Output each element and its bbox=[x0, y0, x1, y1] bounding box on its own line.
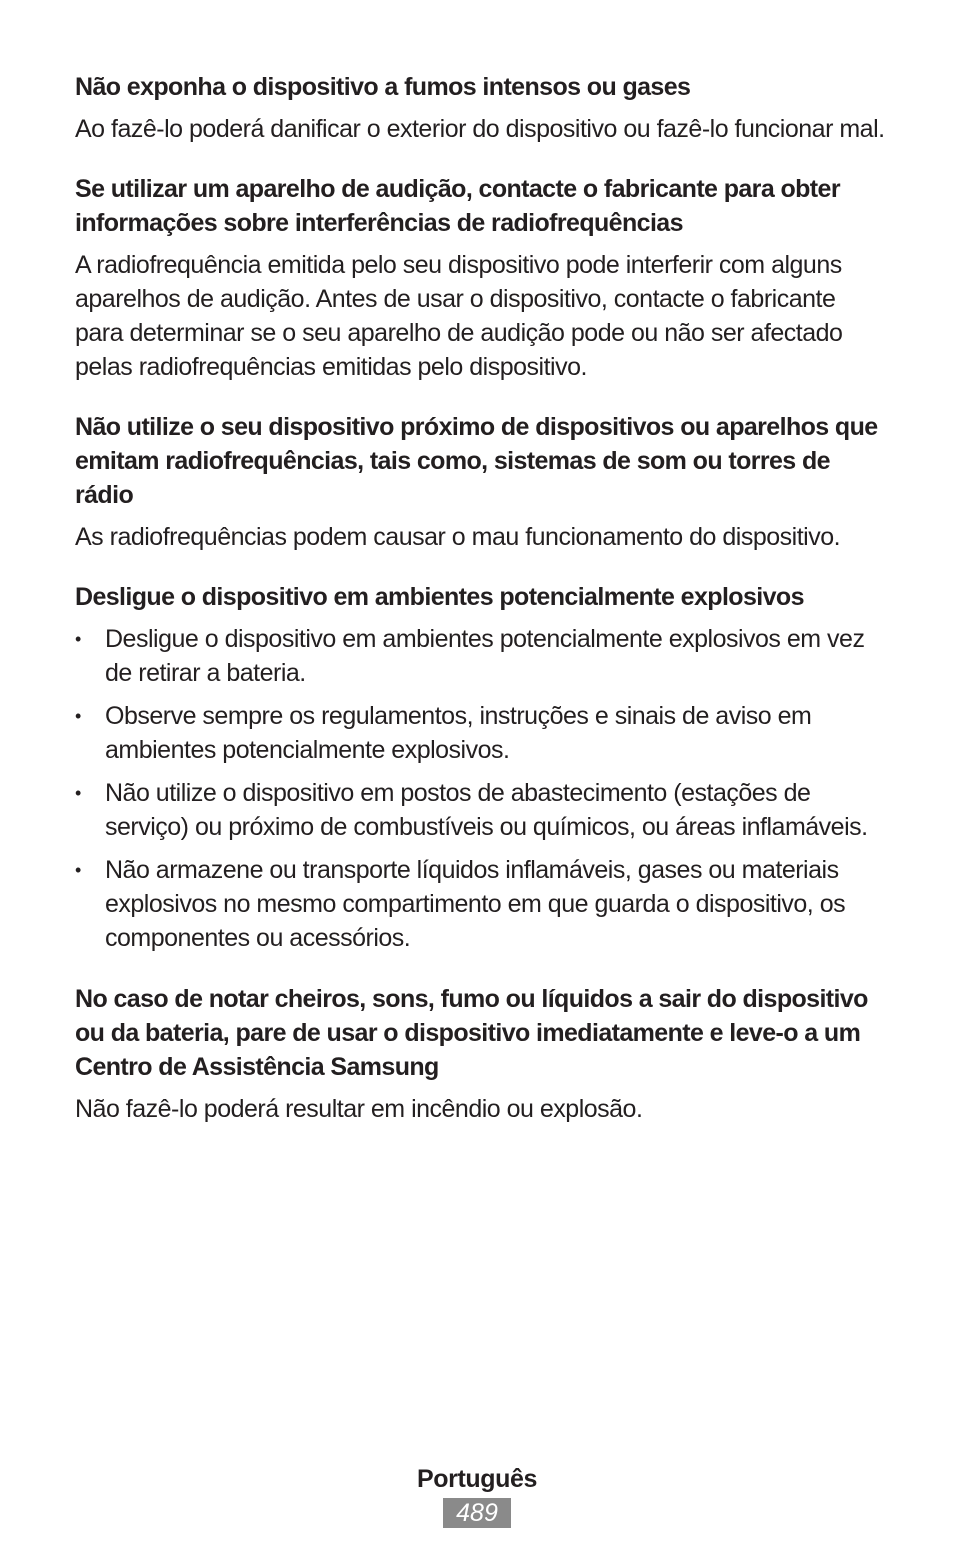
section-paragraph: As radiofrequências podem causar o mau funcionamento do dispositivo. bbox=[75, 523, 841, 551]
section-heading: Se utilizar um aparelho de audição, contacte o fabricante para obter informações sobre interferências de radiofrequências bbox=[75, 175, 840, 237]
section-fumes bbox=[75, 70, 885, 146]
list-item-text: Observe sempre os regulamentos, instruções e sinais de aviso em ambientes potencialmente explosivos. bbox=[105, 702, 812, 764]
section-paragraph: A radiofrequência emitida pelo seu dispositivo pode interferir com alguns aparelhos de audição. Antes de usar o dispositivo, contacte o fabricante para determinar se o seu aparelho de audição pode ou não ser afectado pelas radiofrequências emitidas pelo dispositivo. bbox=[75, 251, 843, 381]
page-number: 489 bbox=[443, 1498, 511, 1528]
section-heading: Não exponha o dispositivo a fumos intensos ou gases bbox=[75, 73, 691, 101]
section-heading: Desligue o dispositivo em ambientes potencialmente explosivos bbox=[75, 583, 804, 611]
section-paragraph: Ao fazê-lo poderá danificar o exterior do dispositivo ou fazê-lo funcionar mal. bbox=[75, 115, 885, 143]
list-item bbox=[75, 853, 885, 955]
list-item-text: Não armazene ou transporte líquidos inflamáveis, gases ou materiais explosivos no mesmo compartimento em que guarda o dispositivo, os componentes ou acessórios. bbox=[105, 856, 846, 952]
document-body bbox=[75, 70, 885, 1126]
section-hearing-aid bbox=[75, 172, 885, 384]
bullet-list bbox=[75, 622, 885, 955]
section-paragraph: Não fazê-lo poderá resultar em incêndio ou explosão. bbox=[75, 1095, 643, 1123]
footer-language: Português bbox=[416, 1465, 538, 1493]
list-item-text: Não utilize o dispositivo em postos de abastecimento (estações de serviço) ou próximo de combustíveis ou químicos, ou áreas inflamáveis. bbox=[105, 779, 868, 841]
page-footer bbox=[0, 1462, 954, 1528]
section-radio-devices bbox=[75, 410, 885, 554]
section-heading: No caso de notar cheiros, sons, fumo ou líquidos a sair do dispositivo ou da bateria, pare de usar o dispositivo imediatamente e leve-o a um Centro de Assistência Samsung bbox=[75, 985, 868, 1081]
list-item-text: Desligue o dispositivo em ambientes potencialmente explosivos em vez de retirar a bateria. bbox=[105, 625, 865, 687]
section-heading: Não utilize o seu dispositivo próximo de dispositivos ou aparelhos que emitam radiofrequências, tais como, sistemas de som ou torres de rádio bbox=[75, 413, 878, 509]
bullet-icon: • bbox=[75, 783, 81, 803]
bullet-icon: • bbox=[75, 706, 81, 726]
list-item bbox=[75, 699, 885, 767]
bullet-icon: • bbox=[75, 629, 81, 649]
section-explosive-environments bbox=[75, 580, 885, 955]
list-item bbox=[75, 776, 885, 844]
section-smells-smoke bbox=[75, 982, 885, 1126]
list-item bbox=[75, 622, 885, 690]
bullet-icon: • bbox=[75, 860, 81, 880]
